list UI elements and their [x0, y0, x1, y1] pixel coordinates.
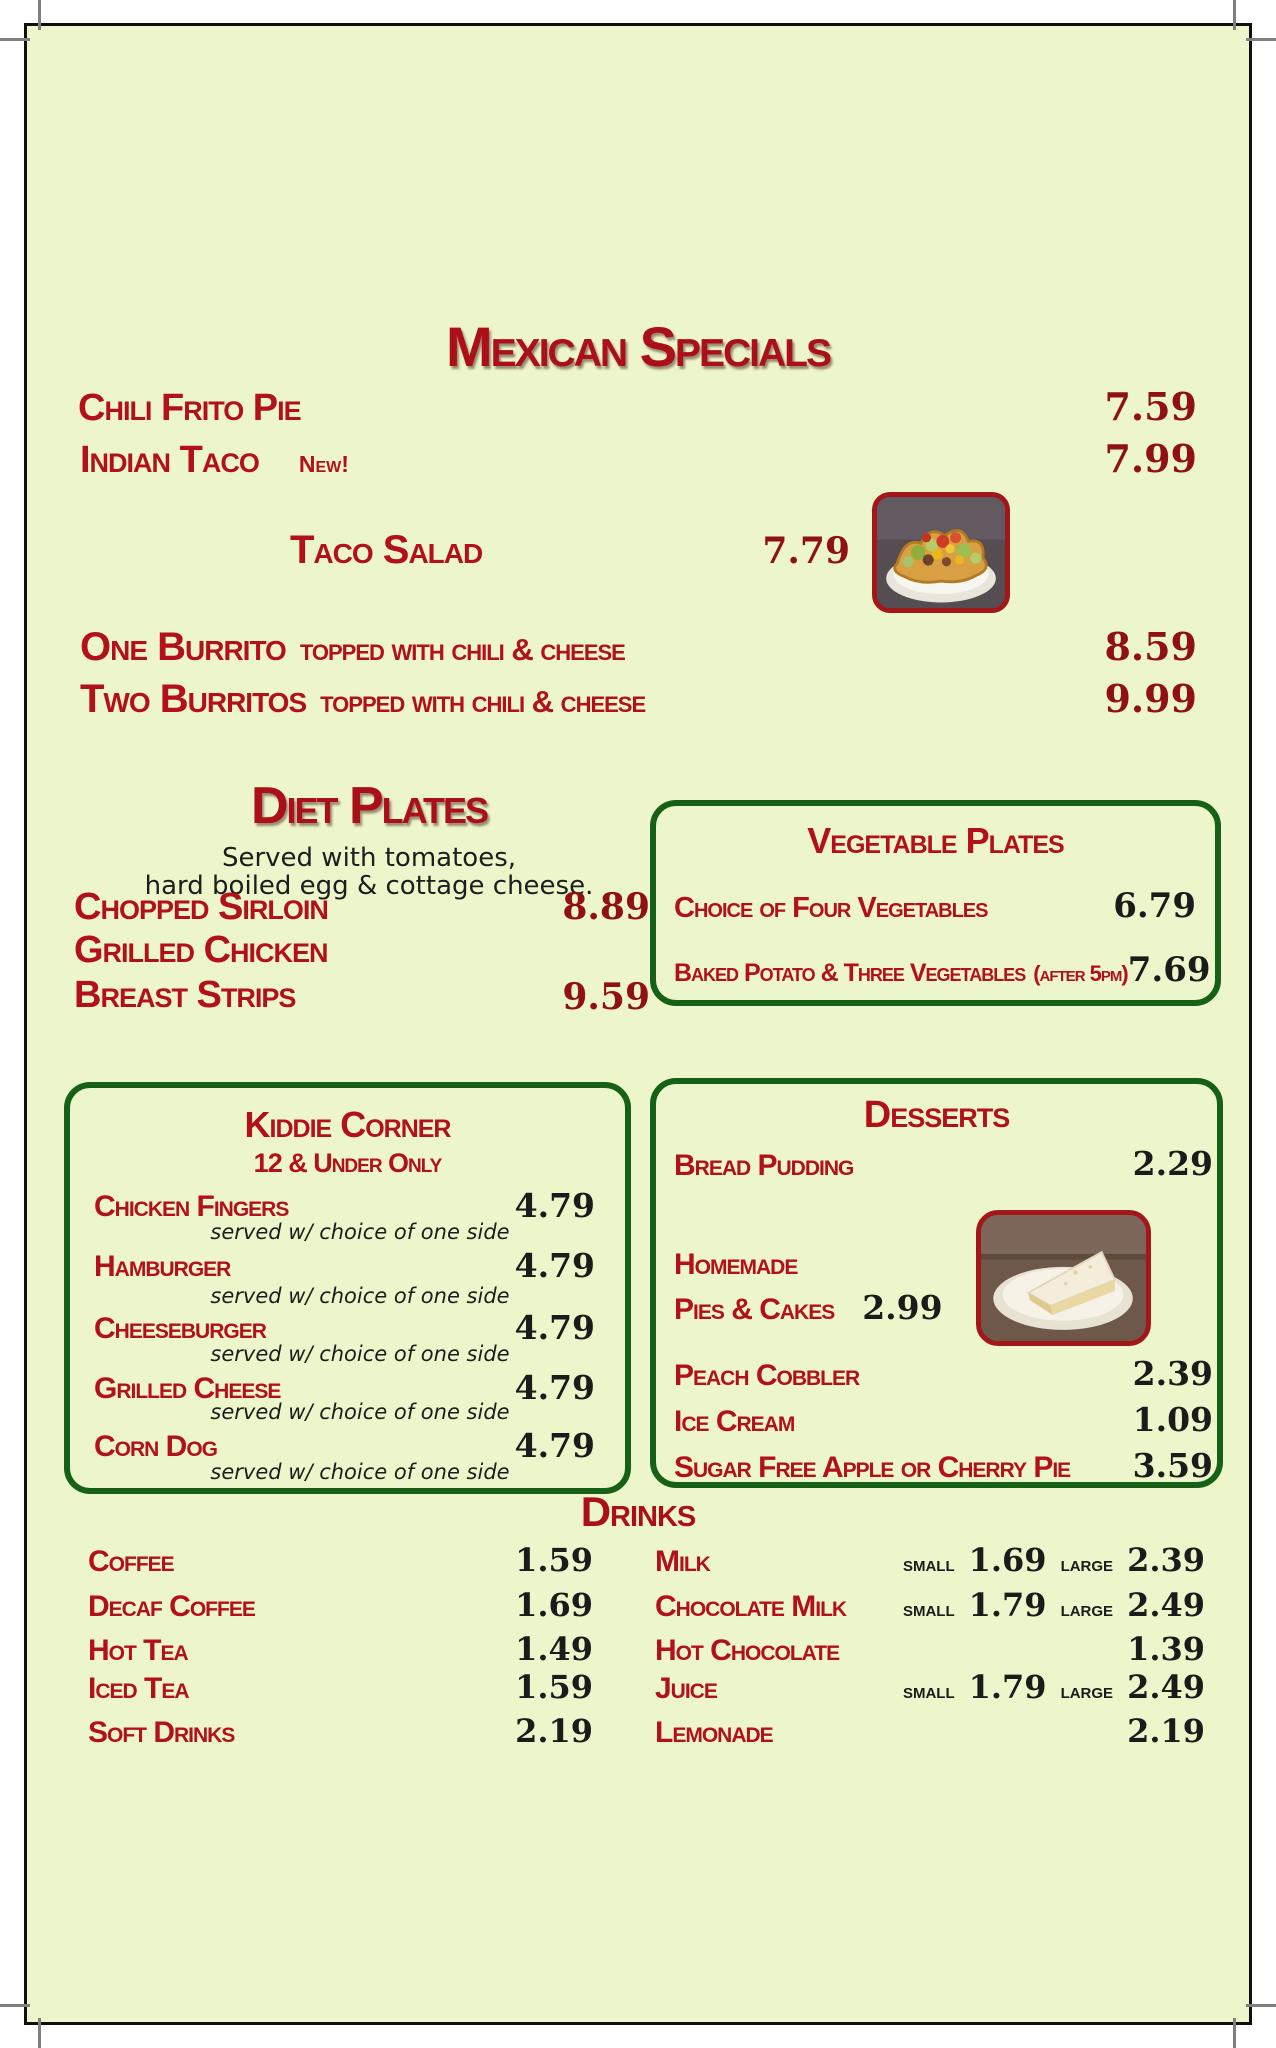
- item-price: 8.89: [562, 886, 650, 928]
- item-name: Grilled Cheese: [94, 1372, 281, 1405]
- menu-row-chopped-sirloin: [74, 886, 650, 929]
- menu-row-ice-cream: [674, 1400, 1213, 1439]
- menu-row-baked-potato: [674, 950, 1211, 990]
- item-name: Iced Tea: [88, 1672, 189, 1705]
- size-label-small: small: [902, 1598, 955, 1621]
- item-name: Milk: [655, 1545, 710, 1578]
- item-name: Coffee: [88, 1545, 174, 1578]
- item-detail: topped with chili & cheese: [299, 632, 625, 667]
- item-detail: topped with chili & cheese: [320, 684, 646, 719]
- item-name: Chicken Fingers: [94, 1190, 289, 1223]
- diet-plates-subtitle-1: Served with tomatoes,: [221, 843, 517, 873]
- item-price: 1.59: [515, 1541, 593, 1579]
- item-name: Juice: [655, 1672, 717, 1705]
- menu-row-chocolate-milk: [655, 1586, 1205, 1624]
- item-name: Lemonade: [655, 1716, 773, 1749]
- menu-row-hot-chocolate: [655, 1630, 1205, 1668]
- item-name: Choice of Four Vegetables: [674, 892, 988, 924]
- mexican-specials-title: Mexican Specials: [446, 315, 830, 378]
- item-price: 9.59: [562, 975, 650, 1018]
- desserts-title: Desserts: [863, 1094, 1010, 1136]
- item-price-large: 2.39: [1127, 1541, 1205, 1579]
- size-label-small: small: [902, 1680, 955, 1703]
- item-name: Two Burritos: [80, 677, 307, 721]
- item-price: 2.19: [515, 1712, 593, 1750]
- kiddie-corner-box: [64, 1082, 631, 1494]
- item-price: 7.99: [1104, 436, 1197, 481]
- crop-mark: [38, 0, 41, 30]
- menu-row-juice: [655, 1668, 1205, 1706]
- item-name-line2: Pies & Cakes: [674, 1293, 835, 1326]
- item-name: Corn Dog: [94, 1430, 217, 1463]
- item-name: Taco Salad: [290, 528, 483, 572]
- menu-row-hot-tea: [88, 1630, 593, 1668]
- item-name: Ice Cream: [674, 1405, 795, 1438]
- menu-row-one-burrito: [80, 624, 1197, 670]
- size-label-small: small: [902, 1553, 955, 1576]
- item-price: 2.39: [1132, 1354, 1213, 1393]
- item-price: 7.59: [1104, 384, 1197, 429]
- menu-row-indian-taco: [80, 436, 1197, 482]
- size-label-large: large: [1060, 1553, 1114, 1576]
- item-name: Decaf Coffee: [88, 1590, 255, 1623]
- menu-row-grilled-chicken-strips: [74, 928, 650, 1018]
- crop-mark: [1233, 0, 1236, 30]
- menu-row-four-vegetables: [674, 886, 1196, 926]
- size-label-large: large: [1060, 1680, 1114, 1703]
- item-price-large: 2.49: [1127, 1668, 1205, 1706]
- menu-row-chili-frito-pie: [78, 384, 1197, 430]
- item-price: 2.99: [862, 1288, 943, 1327]
- menu-row-milk: [655, 1541, 1205, 1579]
- diet-plates-title: Diet Plates: [250, 777, 488, 835]
- item-name: Hot Chocolate: [655, 1634, 840, 1667]
- kiddie-corner-subtitle: 12 & Under Only: [253, 1148, 442, 1178]
- item-name: Peach Cobbler: [674, 1359, 860, 1392]
- crop-mark: [0, 2004, 30, 2007]
- menu-row-coffee: [88, 1541, 593, 1579]
- item-side-note: served w/ choice of one side: [210, 1342, 510, 1366]
- crop-mark: [0, 38, 30, 41]
- item-name: Chili Frito Pie: [78, 387, 301, 429]
- item-name: Baked Potato & Three Vegetables: [674, 959, 1026, 987]
- item-name: One Burrito: [80, 625, 286, 669]
- new-badge: New!: [298, 451, 349, 477]
- item-name: Indian Taco: [80, 439, 259, 481]
- item-name: Bread Pudding: [674, 1149, 854, 1182]
- menu-row-lemonade: [655, 1712, 1205, 1750]
- menu-row-two-burritos: [80, 676, 1197, 722]
- menu-row-pies-cakes: [674, 1288, 943, 1327]
- item-price: 8.59: [1104, 624, 1197, 669]
- item-price: 1.39: [1127, 1630, 1205, 1668]
- vegetable-plates-title: Vegetable Plates: [807, 820, 1064, 861]
- item-price: 2.19: [1127, 1712, 1205, 1750]
- vegetable-plates-box: [650, 800, 1221, 1006]
- item-price: 4.79: [514, 1246, 595, 1285]
- item-name: Hamburger: [94, 1250, 231, 1283]
- item-side-note: served w/ choice of one side: [210, 1284, 510, 1308]
- menu-row-soft-drinks: [88, 1712, 593, 1750]
- crop-mark: [1233, 2018, 1236, 2048]
- kiddie-corner-title: Kiddie Corner: [244, 1104, 451, 1145]
- item-price: 7.79: [762, 530, 850, 572]
- menu-row-taco-salad: [290, 528, 850, 573]
- item-price: 7.69: [1127, 950, 1211, 990]
- menu-row-sugar-free-pie: [674, 1446, 1213, 1485]
- item-price: 1.69: [515, 1586, 593, 1624]
- menu-row-decaf-coffee: [88, 1586, 593, 1624]
- item-name-line2: Breast Strips: [74, 973, 296, 1016]
- item-price: 4.79: [514, 1186, 595, 1225]
- drinks-title: Drinks: [580, 1488, 696, 1535]
- item-name: Chocolate Milk: [655, 1590, 847, 1623]
- item-name: Soft Drinks: [88, 1716, 235, 1749]
- crop-mark: [1246, 38, 1276, 41]
- diet-plates-subtitle-2: hard boiled egg & cottage cheese.: [144, 871, 594, 901]
- item-name-line1: Homemade: [674, 1248, 798, 1281]
- item-side-note: served w/ choice of one side: [210, 1220, 510, 1244]
- item-name: Cheeseburger: [94, 1312, 266, 1345]
- item-side-note: served w/ choice of one side: [210, 1400, 510, 1424]
- menu-row-bread-pudding: [674, 1144, 1213, 1183]
- item-name: Hot Tea: [88, 1634, 188, 1667]
- item-price: 6.79: [1113, 886, 1196, 926]
- item-price: 4.79: [514, 1368, 595, 1407]
- pie-photo: [976, 1210, 1151, 1346]
- item-price: 4.79: [514, 1426, 595, 1465]
- item-name: Sugar Free Apple or Cherry Pie: [674, 1451, 1071, 1484]
- item-price: 2.29: [1132, 1144, 1213, 1183]
- taco-salad-illustration: [877, 497, 1005, 608]
- taco-salad-photo: [872, 492, 1010, 613]
- item-price: 4.79: [514, 1308, 595, 1347]
- item-price-small: 1.79: [968, 1668, 1047, 1706]
- item-price: 1.09: [1132, 1400, 1213, 1439]
- item-price-small: 1.69: [968, 1541, 1047, 1579]
- item-price-large: 2.49: [1127, 1586, 1205, 1624]
- item-name: Chopped Sirloin: [74, 886, 328, 928]
- item-price: 1.59: [515, 1668, 593, 1706]
- item-price: 1.49: [515, 1630, 593, 1668]
- item-name-line1: Grilled Chicken: [74, 929, 328, 971]
- item-price: 3.59: [1132, 1446, 1213, 1485]
- pie-illustration: [981, 1215, 1146, 1341]
- crop-mark: [38, 2018, 41, 2048]
- desserts-box: [650, 1078, 1223, 1488]
- item-price-small: 1.79: [968, 1586, 1047, 1624]
- size-label-large: large: [1060, 1598, 1114, 1621]
- menu-row-peach-cobbler: [674, 1354, 1213, 1393]
- item-side-note: served w/ choice of one side: [210, 1460, 510, 1484]
- crop-mark: [1246, 2004, 1276, 2007]
- item-note: (after 5pm): [1033, 961, 1128, 986]
- menu-row-iced-tea: [88, 1668, 593, 1706]
- item-price: 9.99: [1104, 676, 1197, 721]
